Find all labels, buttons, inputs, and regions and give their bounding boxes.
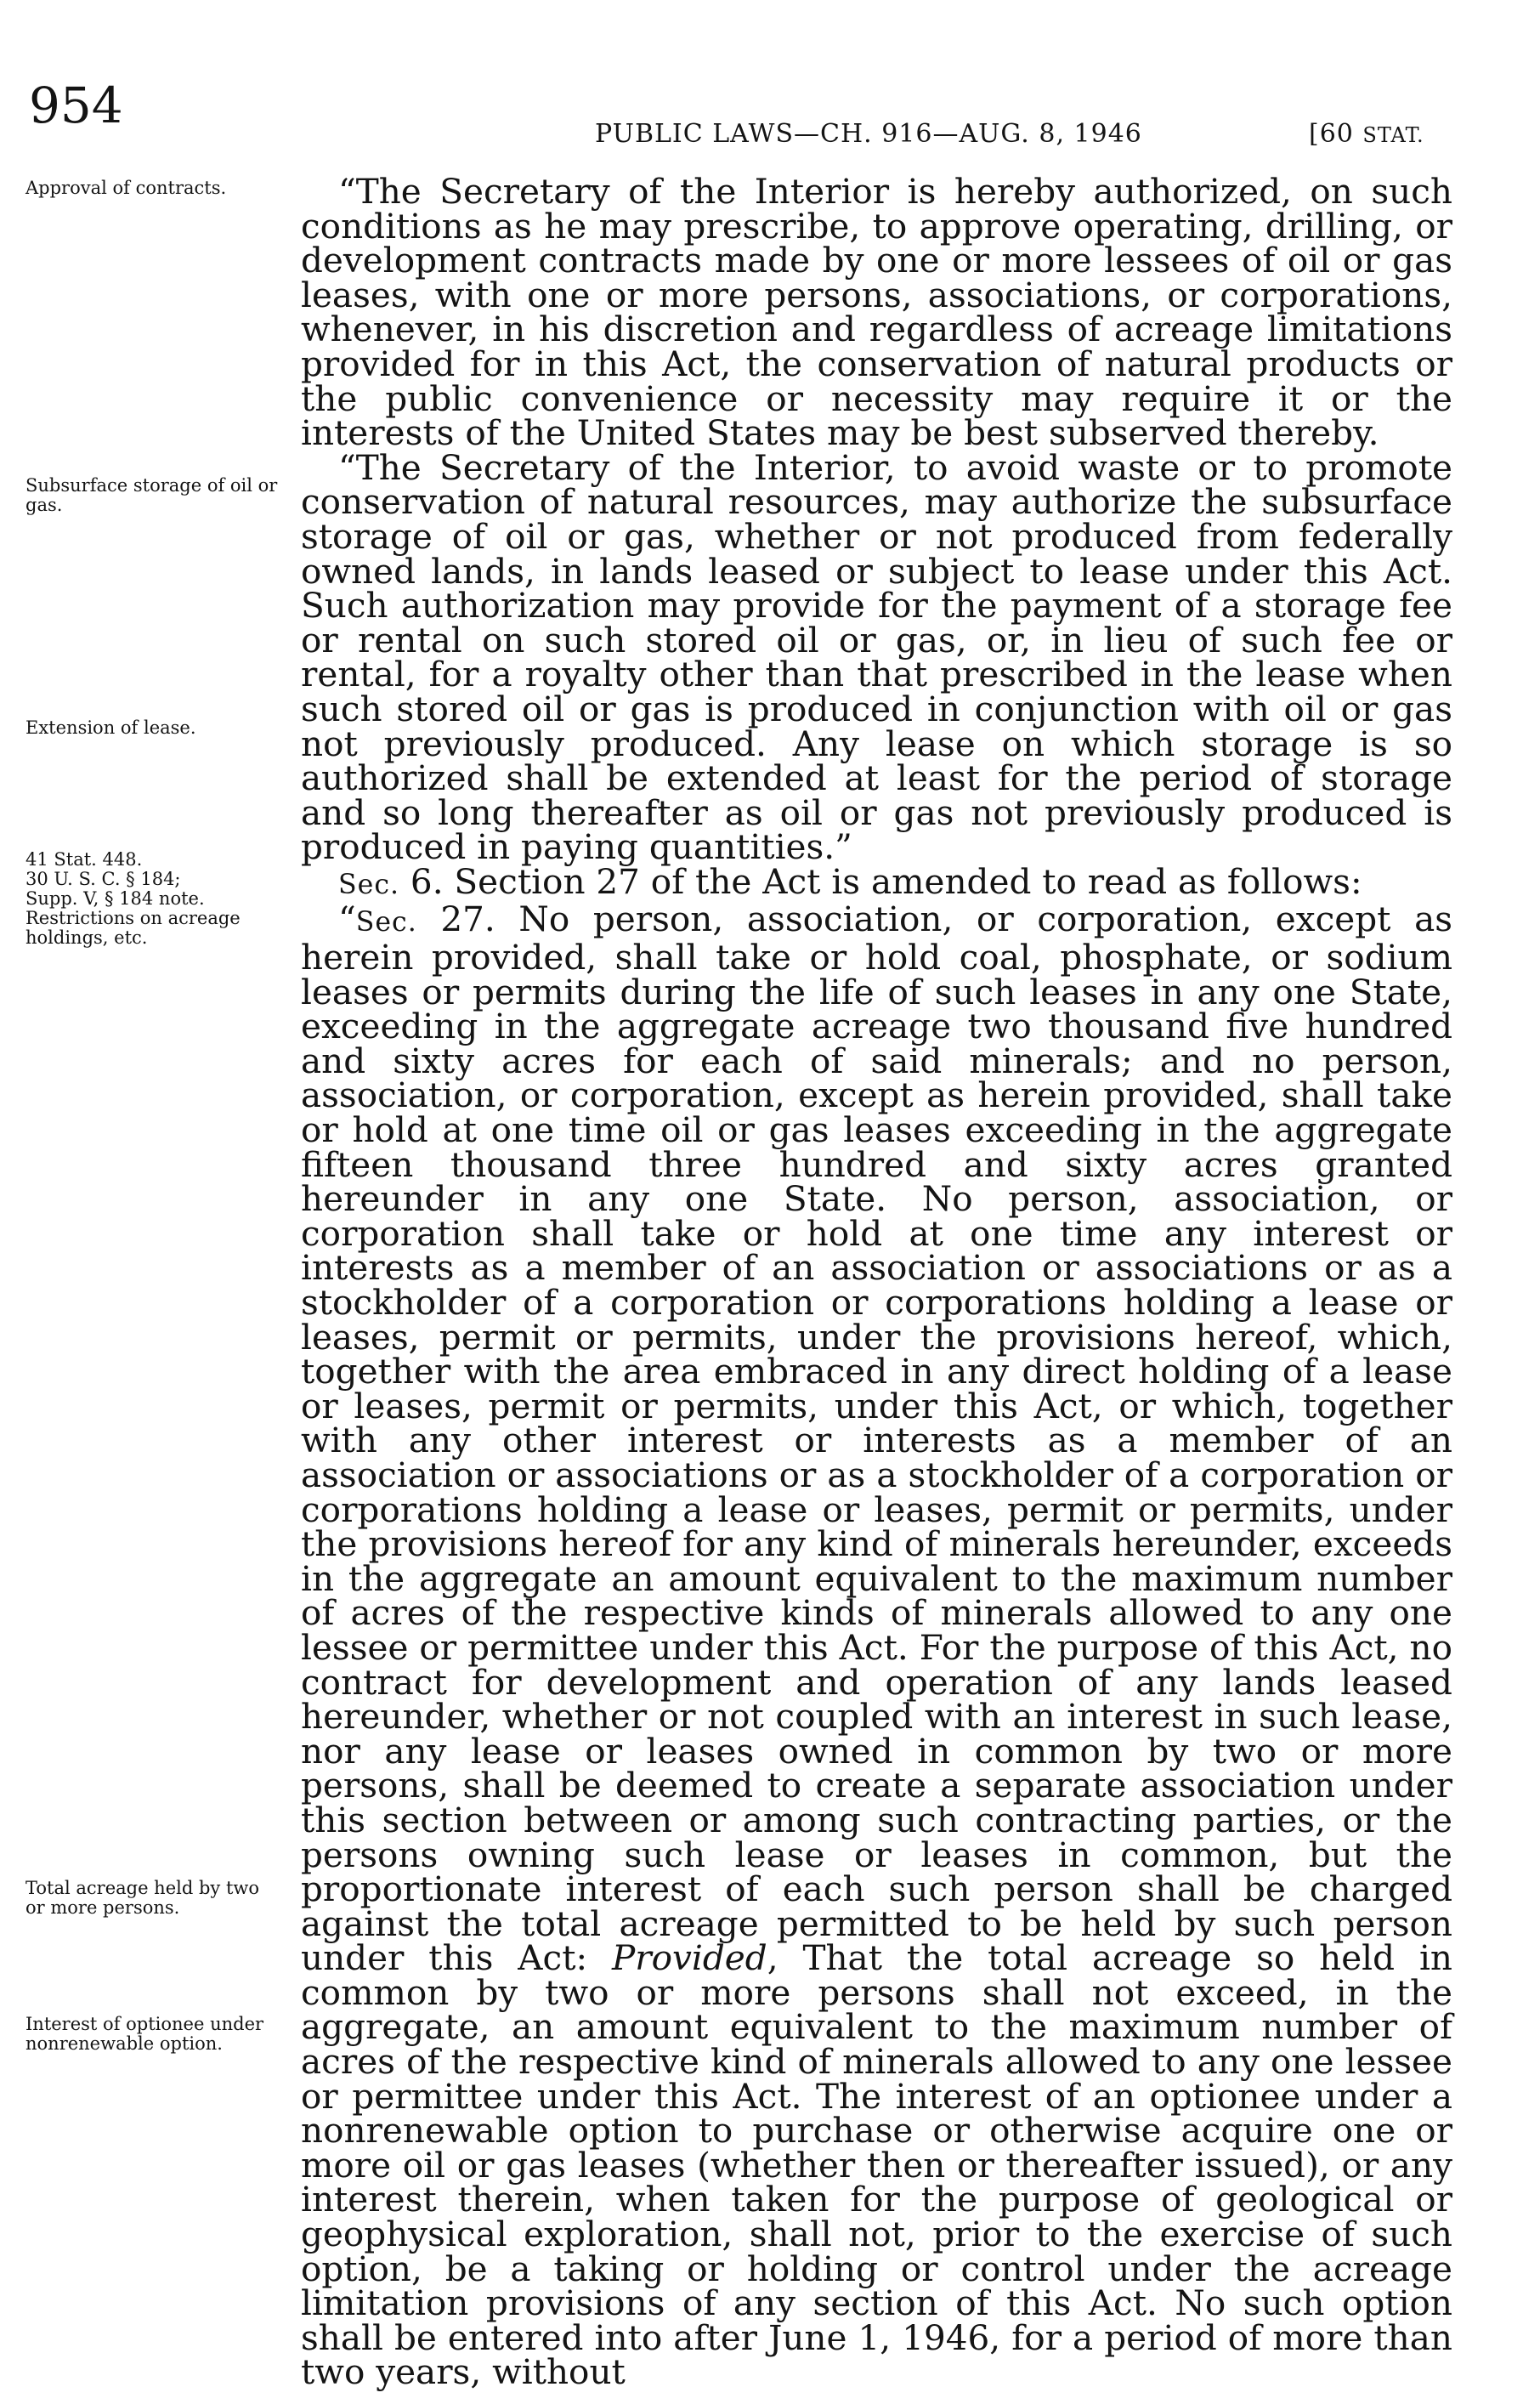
volume-prefix: [60 [1309, 119, 1363, 149]
volume-label: STAT. [1362, 123, 1424, 147]
paragraph-subsurface-storage: “The Secretary of the Interior, to avoid waste or to promote conservation of natural resources, may authorize the subsurface storage of oil or gas, whether or not produced from federally owned lands, in lands leased or subject to lease under this Act. Such authorization may provide for the payment of a storage fee or rental on such stored oil or gas, or, in lieu of such fee or rental, for a royalty other than that prescribed in the lease when such stored oil or gas is produced in conjunction with oil or gas not previously produced. Any lease on which storage is so authorized shall be extended at least for the period of storage and so long thereafter as oil or gas not previously produced is produced in paying quantities.” [301, 446, 1452, 868]
margin-note-optionee: Interest of optionee under nonrenewable option. [25, 2014, 264, 2054]
section-27-text-a: 27. No person, association, or corporation, except as herein provided, shall take or hold coal, phosphate, or sodium leases or permits during the life of such leases in any one State, exceeding in the aggregate acreage two thousand five hundred and sixty acres for each of said minerals; and no person, association, or corporation, except as herein provided, shall take or hold at one time oil or gas leases exceeding in the aggregate fifteen thousand three hundred and sixty acres granted hereunder in any one State. No person, association, or corporation shall take or hold at one time any interest or interests as a member of an association or associations or as a stockholder of a corporation or corporations holding a lease or leases, permit or permits, under the provisions hereof, which, together with the area embraced in any direct holding of a lease or leases, permit or permits, under this Act, or which, together with any other interest or interests as a member of an association or associations or as a stockholder of a corporation or corporations holding a lease or leases, permit or permits, under the provisions hereof for any kind of minerals hereunder, exceeds in the aggregate an amount equivalent to the maximum number of acres of the respective kinds of minerals allowed to any one lessee or permittee under this Act. For the purpose of this Act, no contract for development and operation of any lands leased hereunder, whether or not coupled with an interest in such lease, nor any lease or leases owned in common by two or more persons, shall be deemed to create a separate association under this section between or among such contracting parties, or the persons owning such lease or leases in common, but the proportionate interest of each such person shall be charged against the total acreage permitted to be held by such person under this Act: [301, 899, 1452, 1979]
paragraph-section-27 [301, 899, 1452, 2393]
body-text [301, 171, 1452, 2393]
paragraph-section-6 [301, 860, 1452, 903]
margin-note-total-acreage: Total acreage held by two or more persons. [25, 1878, 260, 1918]
paragraph-approval-of-contracts: “The Secretary of the Interior is hereby authorized, on such conditions as he may prescribe, to approve operating, drilling, or development contracts made by one or more lessees of oil or gas leases, with one or more persons, associations, or corporations, whenever, in his discretion and regardless of acreage limitations provided for in this Act, the conservation of natural products or the public convenience or necessity may require it or the interests of the United States may be best subserved thereby. [301, 171, 1452, 454]
open-quote: “ [338, 899, 356, 940]
section-6-text: 6. Section 27 of the Act is amended to read as follows: [399, 860, 1362, 902]
margin-note-extension: Extension of lease. [25, 717, 196, 738]
citation-line: 41 Stat. 448. [25, 849, 143, 870]
citation-line: Supp. V, § 184 note. [25, 888, 205, 909]
section-label: Sec. [355, 907, 417, 938]
margin-note-citations [25, 850, 280, 948]
section-27-text-b: , That the total acreage so held in common by two or more persons shall not exceed, in the aggregate, an amount equivalent to the maximum number of acres of the respective kind of minerals allowed to any one lessee or permittee under this Act. The interest of an optionee under a nonrenewable option to purchase or otherwise acquire one or more oil or gas leases (whether then or thereafter issued), or any interest therein, when taken for the purpose of geological or geophysical exploration, shall not, prior to the exercise of such option, be a taking or holding or control under the acreage limitation provisions of any section of this Act. No such option shall be entered into after June 1, 1946, for a period of more than two years, without [301, 1937, 1452, 2393]
margin-note-restrictions: Restrictions on acreage holdings, etc. [25, 908, 241, 948]
page-number: 954 [29, 77, 123, 134]
running-head: PUBLIC LAWS—CH. 916—AUG. 8, 1946 [595, 119, 1142, 149]
section-label: Sec. [338, 869, 400, 900]
margin-note-subsurface: Subsurface storage of oil or gas. [25, 475, 278, 515]
provided-word: Provided [612, 1937, 767, 1979]
citation-line: 30 U. S. C. § 184; [25, 869, 181, 889]
margin-note-approval: Approval of contracts. [25, 178, 227, 198]
volume-reference [1309, 119, 1424, 149]
